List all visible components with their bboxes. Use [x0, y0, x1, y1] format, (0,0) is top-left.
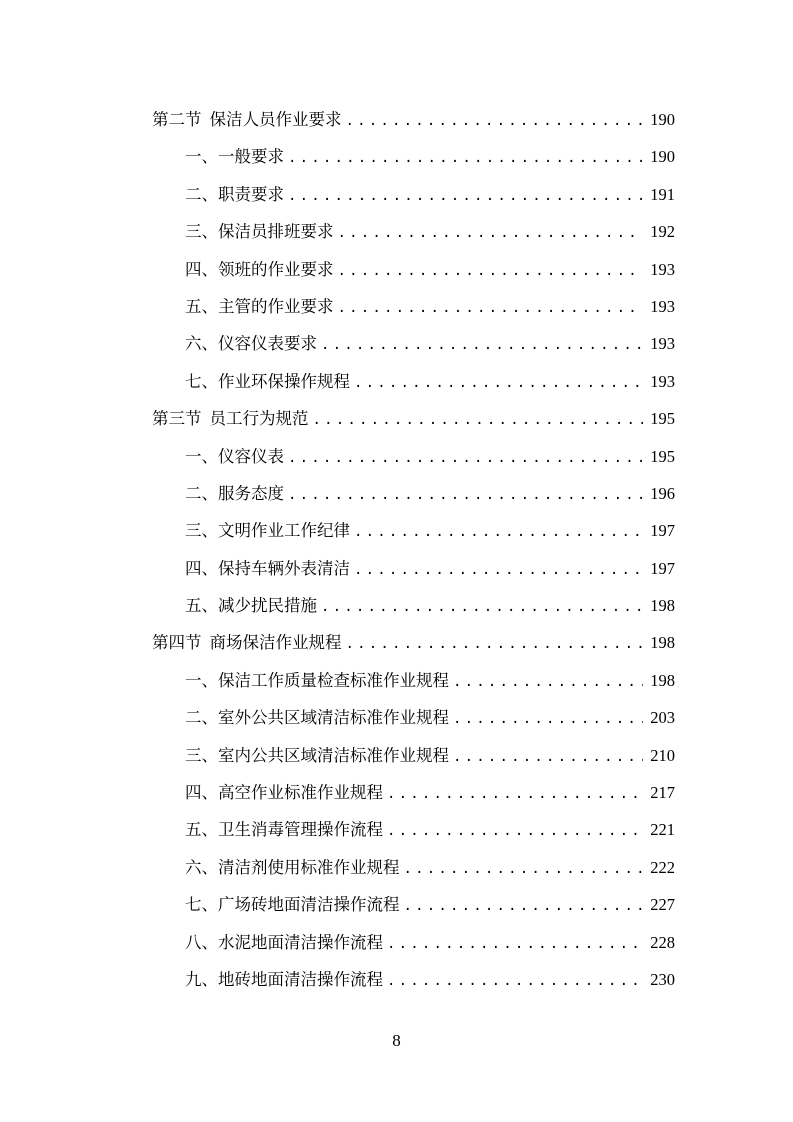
- dot-leader: [346, 626, 644, 663]
- toc-page-number: 198: [650, 670, 675, 690]
- toc-page-number: 195: [650, 409, 675, 429]
- toc-entry-title: 一、仪容仪表: [185, 446, 284, 466]
- dot-leader: [321, 327, 643, 364]
- toc-page-number: 210: [650, 745, 675, 765]
- dot-leader: [387, 963, 643, 1000]
- toc-subsection-entry[interactable]: [152, 699, 675, 736]
- page-number: 8: [392, 1031, 401, 1050]
- toc-entry-title: 六、清洁剂使用标准作业规程: [185, 857, 400, 877]
- toc-section-title: 保洁人员作业要求: [209, 110, 342, 129]
- toc-subsection-entry[interactable]: [152, 325, 675, 362]
- toc-entry-title: 五、卫生消毒管理操作流程: [185, 820, 383, 840]
- dot-leader: [387, 813, 643, 850]
- toc-section-entry[interactable]: [152, 624, 675, 661]
- dot-leader: [404, 888, 644, 925]
- dot-leader: [288, 140, 643, 177]
- toc-page-number: 198: [650, 596, 675, 616]
- toc-entry-title: 九、地砖地面清洁操作流程: [185, 969, 383, 989]
- toc-entry-title: [152, 624, 346, 661]
- toc-section-entry[interactable]: [152, 400, 675, 437]
- toc-subsection-entry[interactable]: [152, 251, 675, 288]
- toc-entry-title: 二、服务态度: [185, 483, 284, 503]
- dot-leader: [346, 103, 644, 140]
- toc-entry-title: 四、保持车辆外表清洁: [185, 558, 350, 578]
- toc-subsection-entry[interactable]: [152, 961, 675, 998]
- toc-page-number: 228: [650, 932, 675, 952]
- toc-page-number: 192: [650, 222, 675, 242]
- toc-section-number: 第四节: [152, 633, 202, 653]
- toc-subsection-entry[interactable]: [152, 550, 675, 587]
- dot-leader: [313, 402, 644, 439]
- toc-section-number: 第二节: [152, 110, 202, 129]
- toc-entry-title: 一、保洁工作质量检查标准作业规程: [185, 670, 449, 690]
- toc-entry-title: 七、作业环保操作规程: [185, 371, 350, 391]
- toc-page-number: 221: [650, 820, 675, 840]
- toc-entry-title: 八、水泥地面清洁操作流程: [185, 932, 383, 952]
- toc-page-number: 197: [650, 521, 675, 541]
- toc-page-number: 230: [650, 969, 675, 989]
- toc-page-number: 193: [650, 334, 675, 354]
- dot-leader: [288, 178, 643, 215]
- toc-page-number: 190: [650, 147, 675, 167]
- table-of-contents: [152, 101, 675, 998]
- dot-leader: [354, 514, 643, 551]
- dot-leader: [338, 253, 644, 290]
- toc-page-number: 193: [650, 371, 675, 391]
- toc-page-number: 222: [650, 857, 675, 877]
- toc-page-number: 195: [650, 446, 675, 466]
- dot-leader: [354, 365, 643, 402]
- toc-page-number: 217: [650, 783, 675, 803]
- dot-leader: [453, 739, 643, 776]
- toc-subsection-entry[interactable]: [152, 475, 675, 512]
- toc-subsection-entry[interactable]: [152, 363, 675, 400]
- toc-section-entry[interactable]: [152, 101, 675, 138]
- toc-subsection-entry[interactable]: [152, 512, 675, 549]
- toc-entry-title: [152, 101, 346, 138]
- toc-page-number: 193: [650, 259, 675, 279]
- toc-entry-title: 六、仪容仪表要求: [185, 334, 317, 354]
- toc-subsection-entry[interactable]: [152, 811, 675, 848]
- toc-subsection-entry[interactable]: [152, 662, 675, 699]
- dot-leader: [453, 664, 643, 701]
- toc-subsection-entry[interactable]: [152, 288, 675, 325]
- dot-leader: [354, 552, 643, 589]
- toc-subsection-entry[interactable]: [152, 438, 675, 475]
- toc-section-number: 第三节: [152, 409, 202, 429]
- toc-page-number: 191: [650, 184, 675, 204]
- toc-page-number: 193: [650, 296, 675, 316]
- toc-entry-title: 三、文明作业工作纪律: [185, 521, 350, 541]
- toc-entry-title: 三、保洁员排班要求: [185, 222, 334, 242]
- toc-subsection-entry[interactable]: [152, 849, 675, 886]
- toc-subsection-entry[interactable]: [152, 924, 675, 961]
- toc-subsection-entry[interactable]: [152, 587, 675, 624]
- toc-entry-title: [152, 400, 313, 437]
- toc-entry-title: 五、主管的作业要求: [185, 296, 334, 316]
- dot-leader: [387, 776, 643, 813]
- dot-leader: [288, 440, 643, 477]
- dot-leader: [338, 290, 644, 327]
- toc-section-title: 商场保洁作业规程: [209, 633, 342, 653]
- toc-entry-title: 二、室外公共区域清洁标准作业规程: [185, 708, 449, 728]
- toc-page-number: 203: [650, 708, 675, 728]
- toc-page-number: 198: [650, 633, 675, 653]
- toc-entry-title: 五、减少扰民措施: [185, 596, 317, 616]
- toc-subsection-entry[interactable]: [152, 737, 675, 774]
- toc-subsection-entry[interactable]: [152, 774, 675, 811]
- toc-subsection-entry[interactable]: [152, 138, 675, 175]
- dot-leader: [387, 926, 643, 963]
- toc-entry-title: 一、一般要求: [185, 147, 284, 167]
- dot-leader: [338, 215, 644, 252]
- toc-subsection-entry[interactable]: [152, 176, 675, 213]
- toc-page-number: 227: [650, 895, 675, 915]
- toc-entry-title: 二、职责要求: [185, 184, 284, 204]
- toc-entry-title: 七、广场砖地面清洁操作流程: [185, 895, 400, 915]
- toc-entry-title: 三、室内公共区域清洁标准作业规程: [185, 745, 449, 765]
- toc-page-number: 190: [650, 110, 675, 129]
- dot-leader: [321, 589, 643, 626]
- toc-subsection-entry[interactable]: [152, 886, 675, 923]
- toc-page-number: 196: [650, 483, 675, 503]
- toc-subsection-entry[interactable]: [152, 213, 675, 250]
- toc-entry-title: 四、高空作业标准作业规程: [185, 783, 383, 803]
- dot-leader: [404, 851, 644, 888]
- dot-leader: [453, 701, 643, 738]
- toc-entry-title: 四、领班的作业要求: [185, 259, 334, 279]
- toc-section-title: 员工行为规范: [209, 409, 309, 429]
- toc-page-number: 197: [650, 558, 675, 578]
- dot-leader: [288, 477, 643, 514]
